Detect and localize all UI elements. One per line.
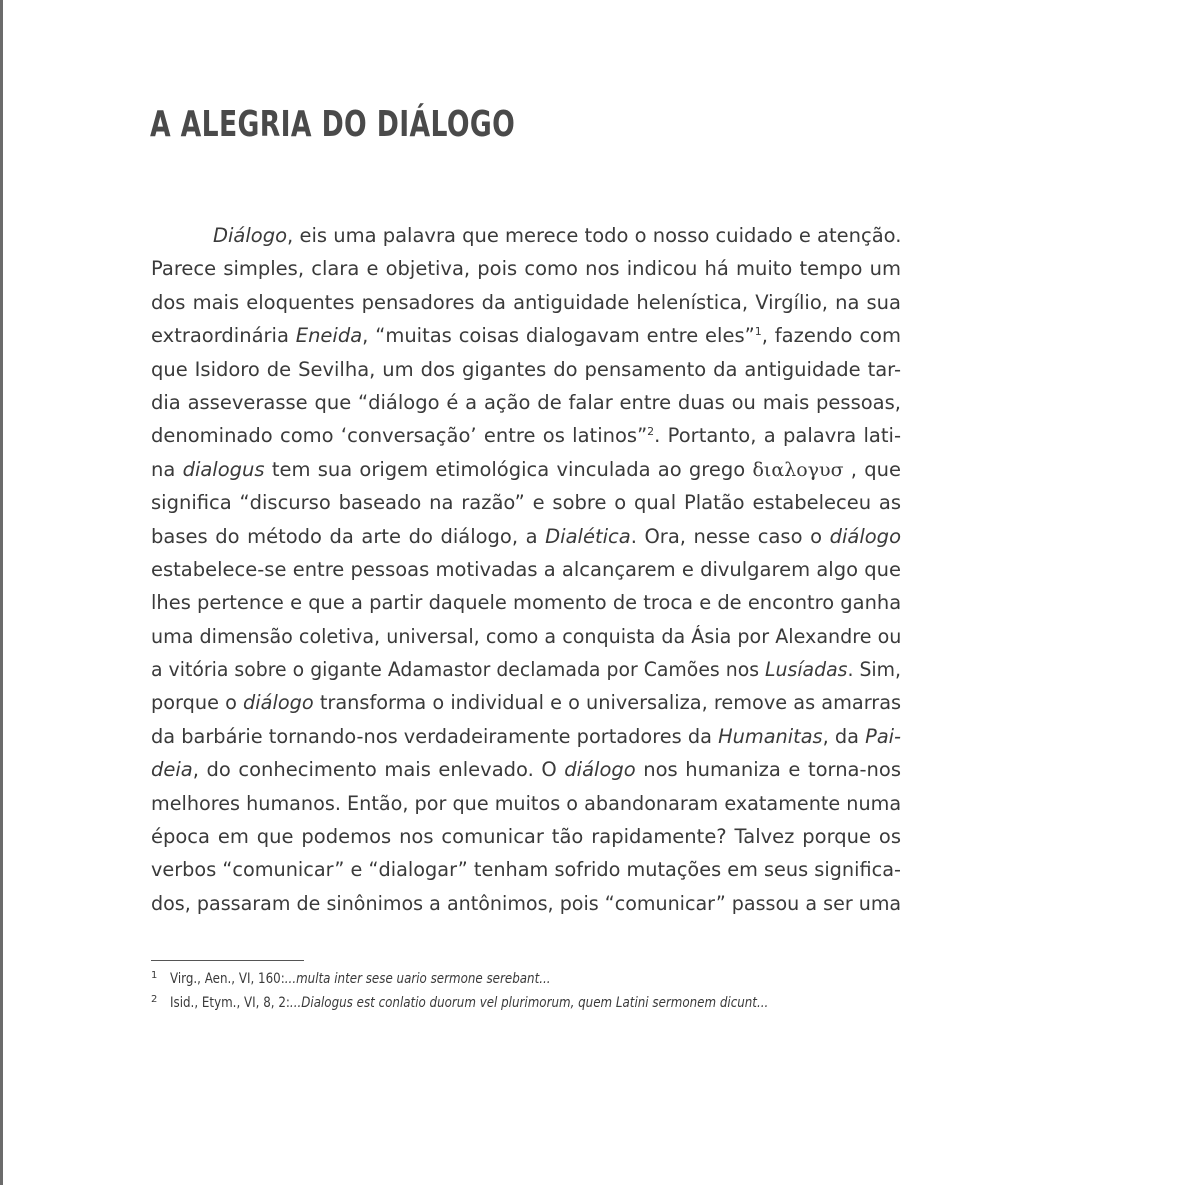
footnote-ref: 2 <box>647 425 655 439</box>
italic-term: diálogo <box>829 524 901 548</box>
text-run: da barbárie tornando-nos verdadeiramente portadores da <box>151 724 719 748</box>
text-run: denominado como ‘conversação’ entre os latinos” <box>151 424 648 448</box>
text-run: , que <box>843 457 901 481</box>
footnote-citation: Isid., Etym., VI, 8, 2: <box>170 995 290 1011</box>
paragraph-line <box>151 286 901 319</box>
text-run: significa “discurso baseado na razão” e sobre o qual Platão estabeleceu as <box>151 491 901 515</box>
footnote-citation: Virg., Aen., VI, 160: <box>170 971 285 987</box>
greek-word: διαλογυσ <box>752 458 844 481</box>
main-paragraph <box>151 219 901 920</box>
text-run: , da <box>822 724 866 748</box>
paragraph-line <box>151 453 901 486</box>
text-run: , “muitas coisas dialogavam entre eles” <box>362 324 755 348</box>
text-run: estabelece-se entre pessoas motivadas a alcançarem e divulgarem algo que <box>151 557 901 581</box>
italic-term: Lusíadas <box>765 658 848 682</box>
footnote: 2 Isid., Etym., VI, 8, 2:...Dialogus est conlatio duorum vel plurimorum, quem Latini sermonem dicunt... <box>151 991 901 1015</box>
paragraph-line <box>151 419 901 452</box>
text-run: transforma o individual e o universaliza, remove as amarras <box>313 691 902 715</box>
text-run: porque o <box>151 691 244 715</box>
footnote-text <box>170 967 551 991</box>
footnote-quote: ...multa inter sese uario sermone serebant... <box>284 971 551 987</box>
footnote-text <box>170 991 768 1015</box>
text-run: lhes pertence e que a partir daquele momento de troca e de encontro ganha <box>151 591 902 615</box>
text-run: , eis uma palavra que merece todo o nosso cuidado e atenção. <box>287 224 902 247</box>
paragraph-line <box>151 887 901 920</box>
text-run: , fazendo com <box>761 324 901 348</box>
paragraph-line <box>151 553 901 586</box>
paragraph-line <box>151 586 901 619</box>
footnote-separator <box>151 960 304 961</box>
paragraph-line <box>151 353 901 386</box>
paragraph-line <box>151 486 901 519</box>
text-run: uma dimensão coletiva, universal, como a conquista da Ásia por Alexandre ou <box>151 624 902 648</box>
text-run: . Sim, <box>847 658 902 682</box>
text-run: tem sua origem etimológica vinculada ao grego <box>264 457 753 481</box>
text-run: . Portanto, a palavra lati- <box>654 424 901 448</box>
text-run: bases do método da arte do diálogo, a <box>151 524 546 548</box>
paragraph-line <box>151 219 901 252</box>
text-run: dos, passaram de sinônimos a antônimos, pois “comunicar” passou a ser uma <box>151 891 902 915</box>
paragraph-line <box>151 753 901 786</box>
italic-term: deia <box>151 758 193 782</box>
text-run: . Ora, nesse caso o <box>630 524 830 548</box>
text-run: que Isidoro de Sevilha, um dos gigantes do pensamento da antiguidade tar- <box>151 357 901 381</box>
text-run: a vitória sobre o gigante Adamastor declamada por Camões nos <box>151 658 766 682</box>
footnote-ref: 1 <box>754 325 762 339</box>
footnote-quote: ...Dialogus est conlatio duorum vel plurimorum, quem Latini sermonem dicunt... <box>289 995 769 1011</box>
italic-term: Humanitas <box>718 724 823 748</box>
paragraph-line <box>151 620 901 653</box>
text-run: melhores humanos. Então, por que muitos o abandonaram exatamente numa <box>151 791 902 815</box>
text-run: Parece simples, clara e objetiva, pois como nos indicou há muito tempo um <box>151 257 901 281</box>
text-run: época em que podemos nos comunicar tão rapidamente? Talvez porque os <box>151 825 901 849</box>
paragraph-line <box>151 686 901 719</box>
paragraph-line <box>151 520 901 553</box>
paragraph-line <box>151 653 901 686</box>
paragraph-line <box>151 853 901 886</box>
text-run: nos humaniza e torna-nos <box>635 758 901 782</box>
paragraph-line <box>151 787 901 820</box>
paragraph-line <box>151 386 901 419</box>
italic-term: Dialética <box>545 524 631 548</box>
paragraph-line <box>151 820 901 853</box>
text-run: extraordinária <box>151 324 296 348</box>
paragraph-line <box>151 252 901 285</box>
footnote: 1 Virg., Aen., VI, 160:...multa inter sese uario sermone serebant... <box>151 967 901 991</box>
paragraph-line <box>151 319 901 352</box>
text-run: dos mais eloquentes pensadores da antiguidade helenística, Virgílio, na sua <box>151 290 901 314</box>
chapter-title: A ALEGRIA DO DIÁLOGO <box>150 104 516 145</box>
italic-term: Pai- <box>865 724 902 748</box>
paragraph-line <box>151 720 901 753</box>
italic-term: Diálogo <box>213 224 288 247</box>
page-edge <box>0 0 3 1185</box>
italic-term: Eneida <box>295 324 363 348</box>
footnotes <box>151 967 901 1015</box>
text-run: dia asseverasse que “diálogo é a ação de falar entre duas ou mais pessoas, <box>151 390 901 414</box>
italic-term: dialogus <box>182 457 265 481</box>
italic-term: diálogo <box>564 758 636 782</box>
text-run: na <box>151 457 183 481</box>
text-run: verbos “comunicar” e “dialogar” tenham sofrido mutações em seus significa- <box>151 858 901 882</box>
text-run: , do conhecimento mais enlevado. O <box>192 758 565 782</box>
italic-term: diálogo <box>243 691 314 715</box>
